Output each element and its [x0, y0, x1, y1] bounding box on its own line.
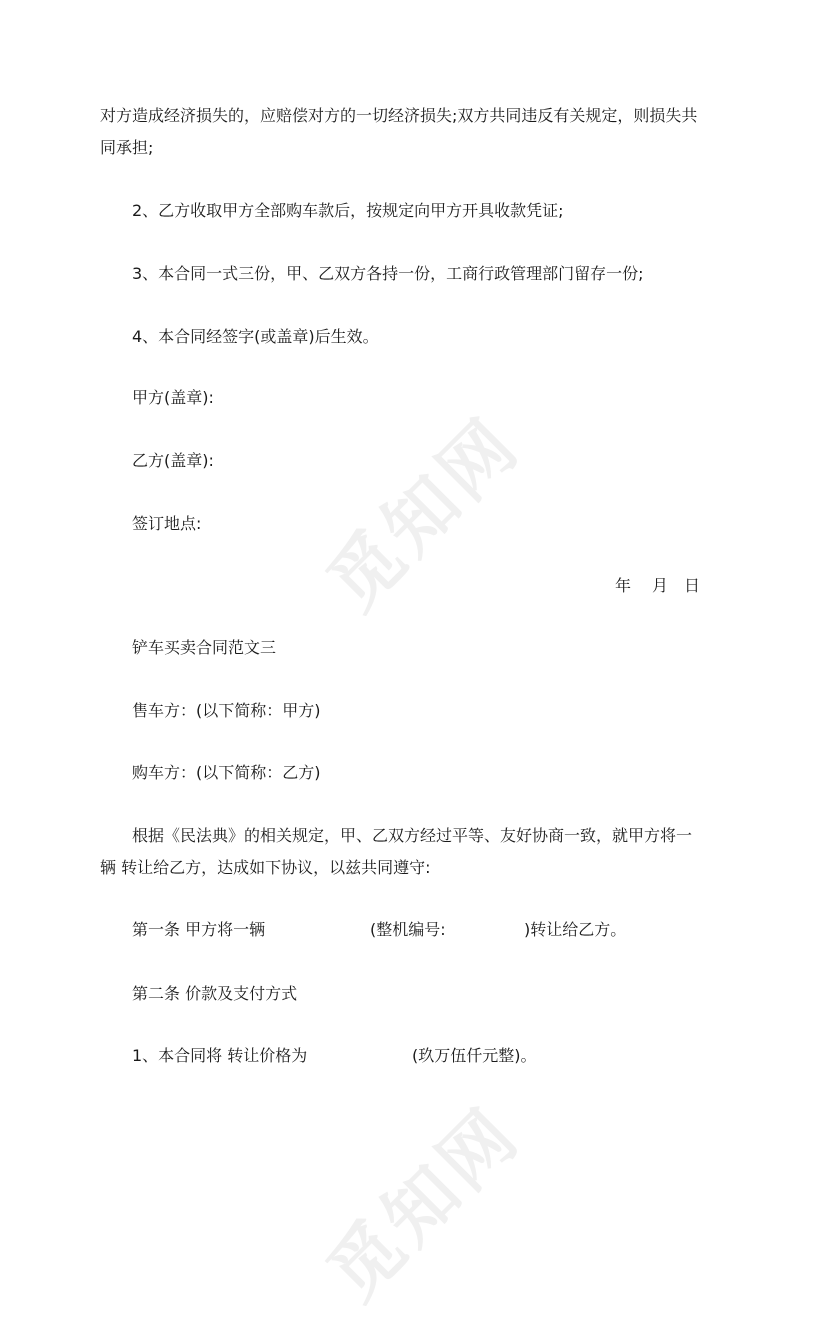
price-line-part: (玖万伍仟元整)。	[412, 1046, 537, 1065]
article-2-title: 第二条 价款及支付方式	[132, 984, 298, 1003]
watermark: 觅知网	[311, 400, 537, 626]
clause-4: 4、本合同经签字(或盖章)后生效。	[132, 327, 379, 346]
party-a-seal: 甲方(盖章):	[132, 388, 214, 407]
article-1-part: (整机编号:	[370, 920, 446, 939]
date-day: 日	[684, 576, 701, 595]
date-year: 年	[615, 576, 632, 595]
date-month: 月	[652, 576, 669, 595]
seller-line: 售车方：(以下简称：甲方)	[132, 701, 321, 720]
clause-2: 2、乙方收取甲方全部购车款后，按规定向甲方开具收款凭证;	[132, 201, 564, 220]
article-1-part: 第一条 甲方将一辆	[132, 920, 266, 939]
watermark: 觅知网	[311, 1090, 537, 1316]
buyer-line: 购车方：(以下简称：乙方)	[132, 763, 321, 782]
clause-3: 3、本合同一式三份，甲、乙双方各持一份，工商行政管理部门留存一份;	[132, 264, 644, 283]
party-b-seal: 乙方(盖章):	[132, 451, 214, 470]
article-1-part: )转让给乙方。	[524, 920, 627, 939]
preamble-line: 辆 转让给乙方，达成如下协议，以兹共同遵守:	[100, 858, 431, 877]
section-title: 铲车买卖合同范文三	[132, 638, 277, 657]
preamble-line: 根据《民法典》的相关规定，甲、乙双方经过平等、友好协商一致，就甲方将一	[132, 826, 693, 845]
price-line-part: 1、本合同将 转让价格为	[132, 1046, 308, 1065]
paragraph-line: 同承担;	[100, 138, 154, 157]
signing-place: 签订地点:	[132, 514, 202, 533]
paragraph-line: 对方造成经济损失的，应赔偿对方的一切经济损失;双方共同违反有关规定，则损失共	[100, 106, 698, 125]
